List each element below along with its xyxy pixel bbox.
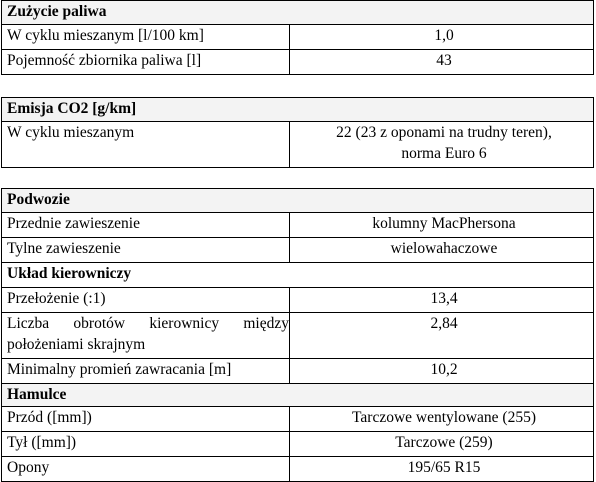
row-value: Tarczowe wentylowane (255) <box>290 407 594 432</box>
row-label: Przednie zawieszenie <box>2 213 290 238</box>
table-row <box>2 432 594 457</box>
row-label: Tylne zawieszenie <box>2 238 290 263</box>
table-row <box>2 122 594 168</box>
fuel-consumption-table <box>1 0 594 75</box>
row-value-line: 22 (23 z oponami na trudny teren), <box>336 124 552 141</box>
table-row <box>2 238 594 263</box>
table-row <box>2 313 594 359</box>
fuel-section-title: Zużycie paliwa <box>2 1 594 25</box>
row-value: Tarczowe (259) <box>290 432 594 457</box>
table-row <box>2 359 594 384</box>
row-value: wielowahaczowe <box>290 238 594 263</box>
row-label: W cyklu mieszanym [l/100 km] <box>2 25 290 50</box>
table-row <box>2 407 594 432</box>
row-label: W cyklu mieszanym <box>2 122 290 168</box>
row-value: 10,2 <box>290 359 594 384</box>
row-label: Liczba obrotów kierownicy między położeniami skrajnym <box>2 313 290 359</box>
row-label: Przód ([mm]) <box>2 407 290 432</box>
co2-emission-table <box>1 97 594 168</box>
table-row <box>2 288 594 313</box>
brakes-section-title: Hamulce <box>2 384 594 407</box>
row-value-line: norma Euro 6 <box>401 145 487 162</box>
table-row <box>2 457 594 482</box>
chassis-table <box>1 188 594 482</box>
row-value: 1,0 <box>290 25 594 50</box>
table-row <box>2 213 594 238</box>
row-label: Przełożenie (:1) <box>2 288 290 313</box>
table-row <box>2 50 594 75</box>
row-value <box>290 122 594 168</box>
steering-section-title: Układ kierowniczy <box>2 263 594 288</box>
row-label: Pojemność zbiornika paliwa [l] <box>2 50 290 75</box>
row-label: Tył ([mm]) <box>2 432 290 457</box>
row-value: 13,4 <box>290 288 594 313</box>
row-label: Minimalny promień zawracania [m] <box>2 359 290 384</box>
row-value: 2,84 <box>290 313 594 359</box>
emission-section-title: Emisja CO2 [g/km] <box>2 98 594 122</box>
chassis-section-title: Podwozie <box>2 189 594 213</box>
row-value: 195/65 R15 <box>290 457 594 482</box>
row-value: 43 <box>290 50 594 75</box>
table-row <box>2 25 594 50</box>
row-value: kolumny MacPhersona <box>290 213 594 238</box>
row-label: Opony <box>2 457 290 482</box>
